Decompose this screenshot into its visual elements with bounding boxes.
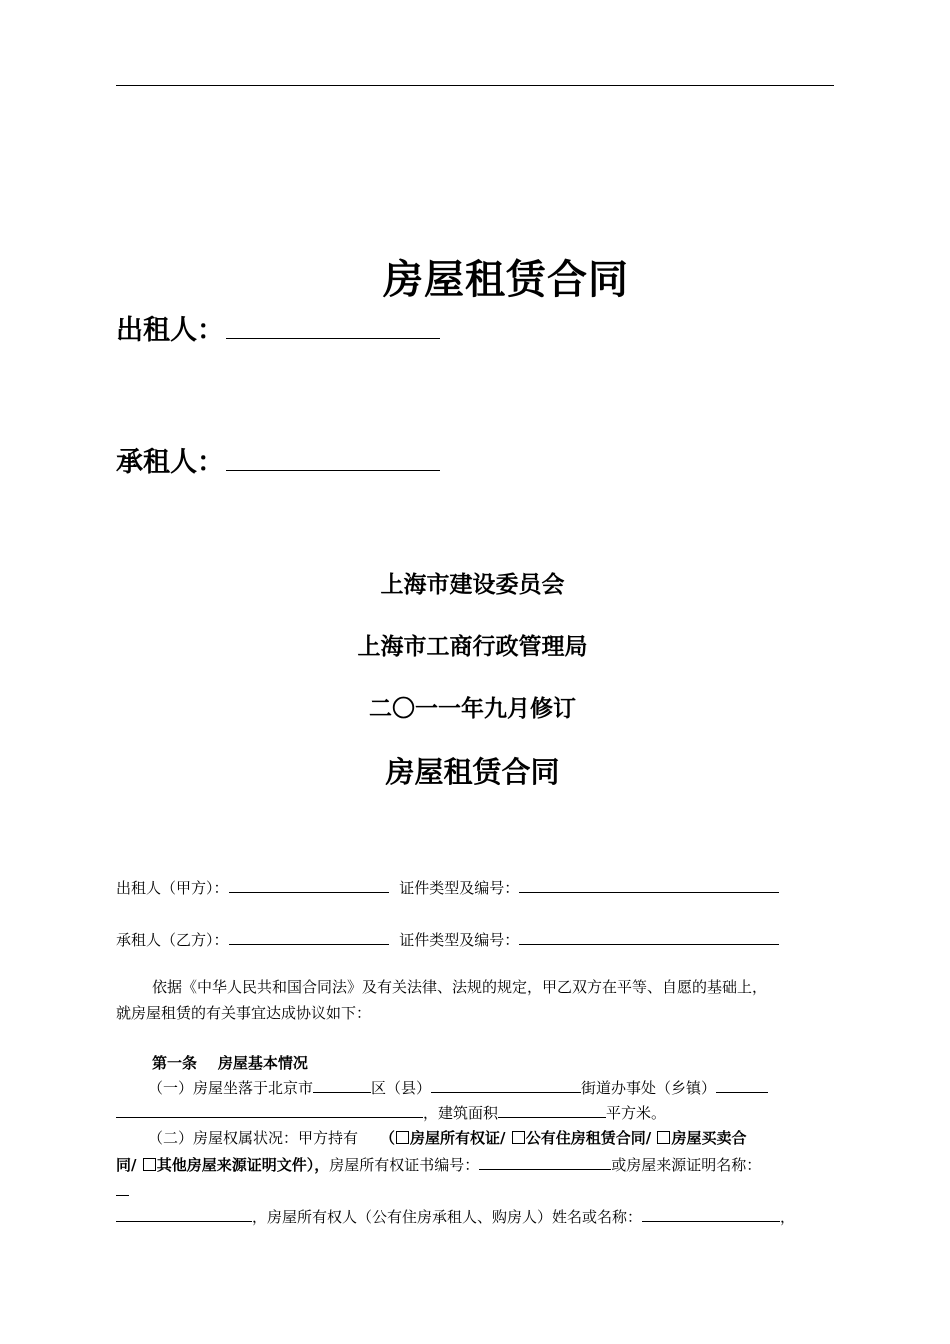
party-a-id-blank[interactable] [519,876,779,893]
party-b-id-label: 证件类型及编号： [399,931,520,949]
cover-lessee-blank[interactable] [226,442,440,471]
area-blank[interactable] [498,1101,606,1118]
party-b-label: 承租人（乙方）： [116,931,229,949]
revision-date: 二〇一一年九月修订 [369,695,576,722]
street-blank[interactable] [431,1076,581,1093]
item-2-prefix: （二）房屋权属状况：甲方持有 [148,1129,359,1147]
item-1-prefix: （一）房屋坐落于北京市 [148,1079,314,1097]
party-b-blank[interactable] [229,928,389,945]
checkbox-ownership-cert[interactable] [396,1131,409,1144]
opt-purchase-contract-cont: 同/ [116,1156,142,1174]
article-1-item-1-line-2 [116,1101,666,1123]
header-rule [116,85,834,86]
party-b-line [116,928,779,950]
street-extra-blank[interactable] [716,1076,768,1093]
party-a-line [116,876,779,898]
item-1-area-prefix: ，建筑面积 [423,1104,499,1122]
article-1-item-2-line-3 [116,1179,129,1200]
item-2-comma: ， [314,1156,330,1174]
article-1-item-2-line-2 [116,1153,761,1175]
article-1-item-1-line-1 [148,1076,768,1098]
subtitle: 房屋租赁合同 [385,755,560,789]
item-2-end: ， [780,1208,796,1226]
page-title: 房屋租赁合同 [383,256,629,303]
alt-proof-label: 或房屋来源证明名称： [611,1156,762,1174]
owner-label: ，房屋所有权人（公有住房承租人、购房人）姓名或名称： [252,1208,643,1226]
article-1-heading: 第一条 房屋基本情况 [152,1054,308,1072]
cover-lessor-line [116,308,440,347]
opt-purchase-contract: 房屋买卖合 [671,1129,747,1147]
address-blank[interactable] [116,1101,423,1118]
party-a-id-label: 证件类型及编号： [399,879,520,897]
item-2-open: （ [380,1129,396,1147]
opt-ownership-cert: 房屋所有权证/ [410,1129,511,1147]
item-1-district-label: 区（县） [371,1079,432,1097]
intro-line-2: 就房屋租赁的有关事宜达成协议如下： [116,1004,372,1022]
checkbox-purchase-contract[interactable] [657,1131,670,1144]
article-1-item-2-line-1 [148,1127,746,1148]
checkbox-other-proof[interactable] [143,1158,156,1171]
alt-proof-blank[interactable] [116,1179,129,1196]
issuer-1: 上海市建设委员会 [380,571,565,598]
cert-no-label: 房屋所有权证书编号： [329,1156,480,1174]
item-1-street-label: 街道办事处（乡镇） [581,1079,717,1097]
cert-no-blank[interactable] [479,1153,611,1170]
party-b-id-blank[interactable] [519,928,779,945]
party-a-blank[interactable] [229,876,389,893]
opt-public-lease: 公有住房租赁合同/ [525,1129,657,1147]
cover-lessee-line [116,440,440,479]
issuer-2: 上海市工商行政管理局 [357,633,588,660]
opt-other-proof: 其他房屋来源证明文件） [156,1156,315,1174]
alt-proof-blank-2[interactable] [116,1205,252,1222]
checkbox-public-lease[interactable] [512,1131,525,1144]
intro-line-1: 依据《中华人民共和国合同法》及有关法律、法规的规定，甲乙双方在平等、自愿的基础上， [152,978,768,996]
district-blank[interactable] [313,1076,371,1093]
cover-lessor-label: 出租人： [116,315,224,346]
item-1-area-suffix: 平方米。 [606,1104,667,1122]
cover-lessee-label: 承租人： [116,447,224,478]
party-a-label: 出租人（甲方）： [116,879,229,897]
article-1-item-2-line-4 [116,1205,795,1227]
cover-lessor-blank[interactable] [226,310,440,339]
owner-blank[interactable] [642,1205,780,1222]
